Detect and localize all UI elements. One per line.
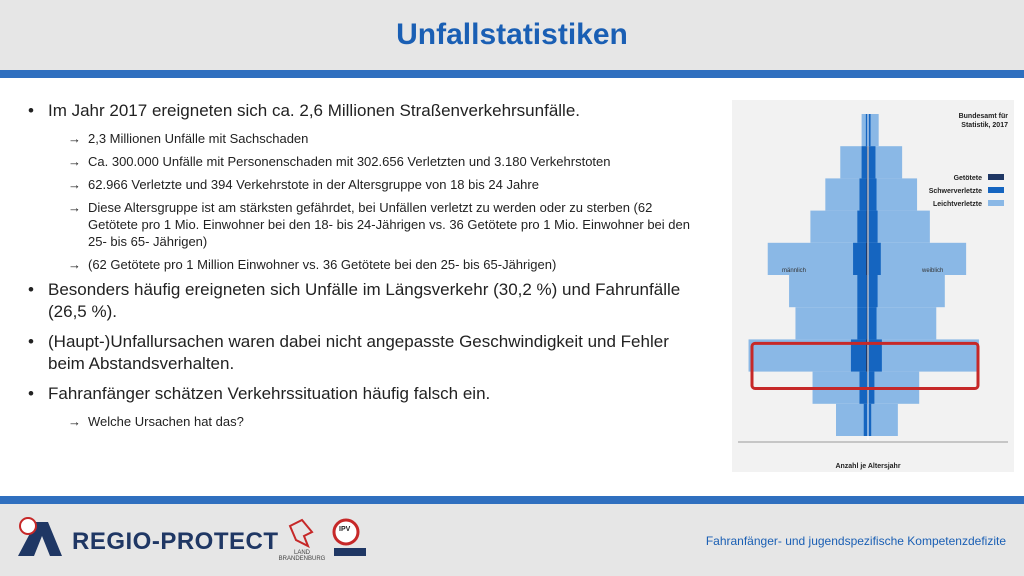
legend-label: Schwerverletzte [928,188,982,195]
bullet-2: • Besonders häufig ereigneten sich Unfälle im Längsverkehr (30,2 %) und Fahrunfälle (26,5 %). [28,279,698,323]
sub-bullet: → Welche Ursachen hat das? [68,414,244,429]
sub-bullet: → (62 Getötete pro 1 Million Einwohner vs. 36 Getötete bei den 25- bis 65-Jährigen) [68,257,557,272]
sub-bullet: → 2,3 Millionen Unfälle mit Sachschaden [68,131,309,146]
arrow-icon: → [68,257,81,272]
bar-female [868,307,877,339]
partner-brandenburg-label: LAND BRANDENBURG [278,550,326,562]
arrow-icon: → [68,200,81,215]
footer-tagline: Fahranfänger- und jugendspezifische Kompetenzdefizite [705,534,1006,548]
bar-male [857,307,868,339]
bar-male [859,178,868,210]
x-axis-label: Anzahl je Altersjahr [835,463,901,470]
legend-swatch [988,187,1004,193]
sub-bullet: → Ca. 300.000 Unfälle mit Personenschaden mit 302.656 Verletzten und 3.180 Verkehrstoten [68,154,611,169]
bar-male [857,275,868,307]
arrow-icon: → [68,154,81,169]
bar-female [868,211,878,243]
bar-male [857,211,868,243]
logo-text: REGIO-PROTECT [72,528,279,555]
footer-bar [0,496,1024,504]
bar-female [868,275,878,307]
bar-female [868,178,877,210]
slide-footer [0,504,1024,576]
bar-female [868,243,966,275]
legend-label: Leichtverletzte [932,201,982,208]
bullet-1: • Im Jahr 2017 ereigneten sich ca. 2,6 Millionen Straßenverkehrsunfälle. [28,100,698,122]
bar-female [868,243,881,275]
bar-female [868,307,936,339]
ipv-logo-icon [330,516,370,560]
sub-bullet: → 62.966 Verletzte und 394 Verkehrstote in der Altersgruppe von 18 bis 24 Jahre [68,177,539,192]
arrow-icon: → [68,414,81,429]
pyramid-svg [732,100,1014,472]
arrow-icon: → [68,131,81,146]
bar-male [789,275,868,307]
male-label: männlich [782,268,807,274]
partner-ipv-label: IPV [339,526,351,533]
bullet-content [28,100,698,436]
source-label: Statistik, 2017 [961,122,1008,129]
bar-male [836,404,868,436]
bar-female [868,146,875,178]
bar-female [868,275,945,307]
bullet-4: • Fahranfänger schätzen Verkehrssituation häufig falsch ein. [28,383,698,405]
header-bar [0,70,1024,78]
bullet-3: • (Haupt-)Unfallursachen waren dabei nicht angepasste Geschwindigkeit und Fehler beim Abstandsverhalten. [28,331,698,375]
arrow-icon: → [68,177,81,192]
population-pyramid-chart [732,100,1014,472]
bar-male [864,404,868,436]
legend-label: Getötete [953,175,982,182]
source-label: Bundesamt für [958,113,1008,120]
bar-female [868,404,898,436]
page-title: Unfallstatistiken [396,18,628,51]
regio-protect-logo-icon [14,516,66,560]
bar-male [795,307,868,339]
sub-bullet: → Diese Altersgruppe ist am stärksten gefährdet, bei Unfällen verletzt zu werden oder zu sterben (62 Getötete pro 1 Mio. Einwohner bei den 18- bis 24-Jährigen vs. 36 Getötete pro 1 Mio. Einwohner bei den 25- bis 65- Jährigen) [68,200,690,249]
legend-swatch [988,174,1004,180]
female-label: weiblich [922,268,944,274]
bar-male [853,243,868,275]
legend-swatch [988,200,1004,206]
